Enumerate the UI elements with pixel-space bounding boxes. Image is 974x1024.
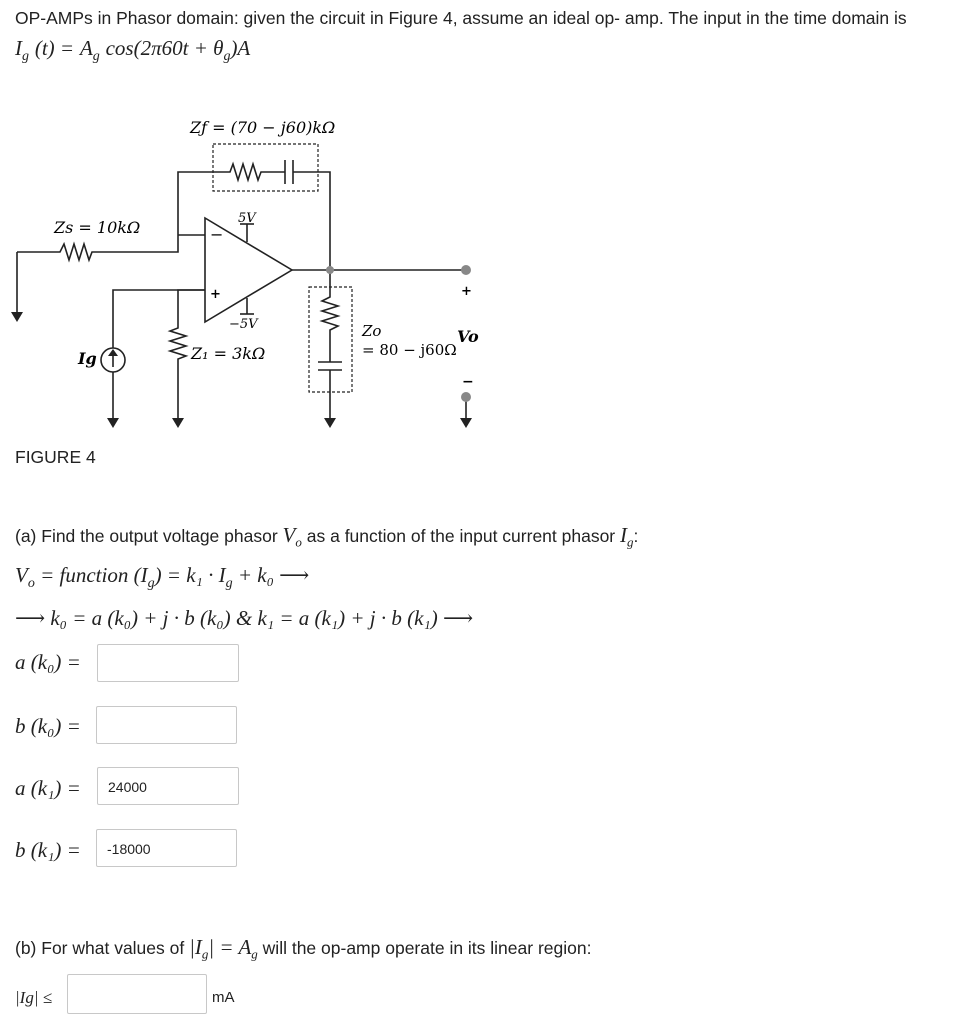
zf-label: Zƒ = (70 − j60)kΩ [190, 118, 336, 137]
inverting-sign: − [210, 225, 224, 244]
a-k1-label: a (k₁) = [15, 776, 81, 800]
zo-name: Zo [362, 322, 382, 340]
a-k1-input[interactable]: 24000 [97, 767, 239, 805]
unit-label: mA [212, 989, 235, 1006]
ground-icon [11, 312, 23, 322]
vo-label: Vo [457, 327, 479, 346]
a-k0-input[interactable] [97, 644, 239, 682]
zo-value: = 80 − j60Ω [362, 341, 457, 359]
k-definition-equation: ⟶ k₀ = a (k₀) + j · b (k₀) & k₁ = a (k₁) + j · b (k₁) ⟶ [15, 606, 474, 630]
noninverting-sign: + [210, 287, 221, 302]
problem-intro: OP-AMPs in Phasor domain: given the circuit in Figure 4, assume an ideal op- amp. The input in the time domain is [15, 8, 907, 28]
b-k0-input[interactable] [96, 706, 237, 744]
figure-label: FIGURE 4 [15, 447, 96, 467]
ground-icon [107, 418, 119, 428]
ig-label: Ig [78, 349, 97, 368]
a-k0-label: a (k₀) = [15, 650, 81, 674]
supply-plus-label: 5V [238, 211, 256, 226]
vo-minus: − [462, 374, 474, 390]
ground-icon [324, 418, 336, 428]
input-equation: $I_g$ $(t) = A_g$ $\cos(2\pi 60t + \theta_g)A$ [15, 36, 251, 65]
ground-icon [172, 418, 184, 428]
b-k1-label: b (k₁) = [15, 838, 81, 862]
zs-label: Zs = 10kΩ [54, 218, 141, 237]
ground-icon [460, 418, 472, 428]
part-b-question: (b) For what values of $|I_g| = A_g$ will the op-amp operate in its linear region: [15, 935, 592, 962]
circuit-figure [0, 100, 520, 440]
b-k1-input[interactable]: -18000 [96, 829, 237, 867]
ig-bound-label: |Ig| ≤ [15, 988, 53, 1007]
part-a-question: (a) Find the output voltage phasor $V_o$ as a function of the input current phasor $I_g$: [15, 523, 639, 550]
vo-plus: + [461, 284, 472, 299]
z1-label: Z₁ = 3kΩ [191, 344, 266, 363]
b-k0-label: b (k₀) = [15, 714, 81, 738]
supply-minus-label: −5V [229, 317, 258, 332]
vo-equation: $V_o$ = function $(I_g) = k_1 \cdot I_g + k_0$ ⟶ [15, 563, 310, 592]
ig-bound-input[interactable] [67, 974, 207, 1014]
